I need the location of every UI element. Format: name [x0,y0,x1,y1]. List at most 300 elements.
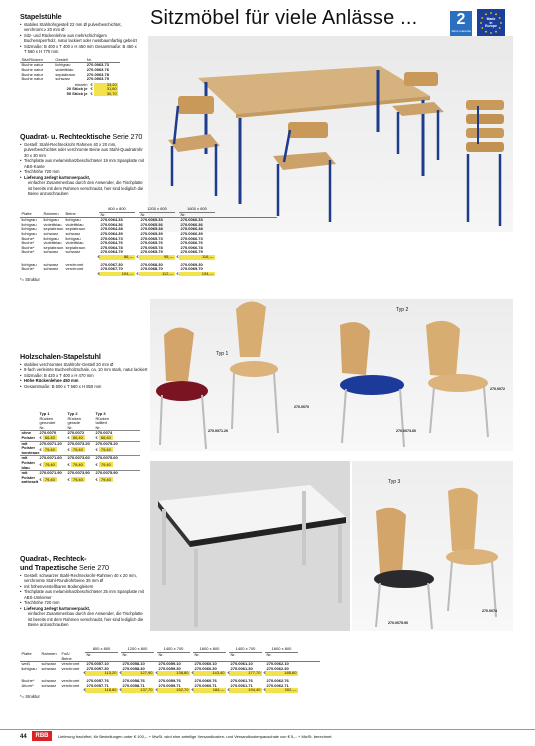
quadrat-table: 800 x 800 1200 x 800 1600 x 800 Platte Rahmen Beine Nr. Nr. Nr. lichtgrau lichtgrau lichtgrau 270.0064.33 270.0065.33 270.0066.33 lichtgrau violettblau violettblau 270.0064.36 270.0065.36 270.0066.36 lichtgrau sepiabraun sepiabraun 270.0064.38 270.0065.38 270.0066.38 lichtgrau schwarz schwarz 270.0064.39 270.0065.39 270.0066.39 Buche* lichtgrau lichtgrau 270.0064.73 270.0065.73 270.0066.73 Buche* violettblau violettblau 270.0064.76 270.0065.76 270.0066.76 Buche* sepiabraun sepiabraun 270.0064.78 270.0065.78 270.0066.78 Buche* schwarz schwarz 270.0064.79 270.0065.79 270.0066.79 € 86,— € 95,— € 116,— lichtgrau schwarz verchromt 270.0067.30 270.0068.30 270.0069.30 Buche* schwarz verchromt 270.0067.70 270.0068.70 270.0069.70 € 104,— € 112,— € 134,— *= Struktur [20,207,277,283]
stapelstuehle-price-table [61,83,118,97]
col-header: Nr. [95,424,101,430]
currency: € [95,447,99,453]
article-number: 270.0065.79 [140,249,163,255]
page-number: 44 [20,734,27,740]
article-number: 270.0064.36 [100,221,123,227]
bullet-item: • Sitz- und Rückenlehne aus mehrschichtigem Buchensperrholz, natur lackiert oder nussbaumfarbig gebeizt [20,33,138,44]
cell: Buche natur [21,71,44,77]
label-270-0074: 270.0074 [482,609,497,613]
col-header: Rahmen [41,651,57,657]
currency: € [83,687,86,693]
table-row [20,684,320,689]
cell: verchromt [61,661,80,667]
article-number: 270.0062.71 [266,682,289,688]
qty-label: 20 Stück je [66,86,88,92]
currency: € [95,462,99,468]
col-header: Beine [65,211,76,217]
article-number: 270.0061.76 [230,678,253,684]
bullet-item: • Tischhöhe 720 mm [20,169,148,174]
cell: lichtgrau [43,235,59,241]
price: 79,40 [100,447,111,453]
price: 118,60 [85,688,118,693]
price: 185,60 [265,671,298,676]
price: 194,40 [229,688,262,693]
cell [122,471,140,479]
price: 79,40 [72,447,83,453]
cell: lichtgrau [21,221,37,227]
article-number: 270.0067.70 [100,266,123,272]
cell: lichtgrau [21,226,37,232]
type-header: Typ 3 Rücken tailliert [95,411,110,426]
currency: € [67,462,71,468]
article-number: 270.0059.30 [158,665,181,671]
col-header: Platte [21,651,32,657]
cell: lichtgrau [65,235,81,241]
label-270-0073-60: 270.0073.60 [396,429,416,433]
article-number: 270.0060.76 [194,678,217,684]
product-photo-square-table [150,461,350,631]
cell: violettblau [43,240,62,246]
price: 79,40 [44,462,55,468]
cell: Buche* [21,244,35,250]
price: 66,40 [72,434,83,440]
article-number: 270.0064.79 [100,249,123,255]
cell: schwarz [41,678,57,684]
cell: sepiabraun [65,244,86,250]
article-number: 270.0066.36 [180,221,203,227]
cell: verchromt [65,261,84,267]
col-header: Nr. [39,424,45,430]
currency: € [90,90,93,96]
currency: € [97,270,100,276]
cell: Ahorn* [21,682,34,688]
bullet-item: • Sitzmaße: B 420 x T 400 x H 470 mm [20,373,150,378]
article-number: 270.0057.71 [86,682,109,688]
size-header: 800 x 800 [85,647,118,652]
bullet-item: • Gestell: schwarzer Stahl-Rechteckrohr-Rahmen 40 x 20 mm, verchromte Stahl-Rundrohrbeine 35 mm Ø [20,573,148,584]
cell: sepiabraun [65,226,86,232]
article-number: 270.0066.33 [180,217,203,223]
currency: € [155,670,158,676]
price-row [20,688,320,693]
cell [40,688,60,693]
table-row [20,667,320,672]
currency: € [95,477,99,483]
label-typ2: Typ 2 [396,307,409,313]
col-header: Nr. [194,651,200,657]
currency: € [95,434,99,440]
qty-label: 50 Stück je [66,90,88,96]
cell: 270.0063.76 [86,66,109,72]
eu-badge-line2: in [489,20,493,25]
price: 137,70 [121,688,154,693]
currency: € [263,687,266,693]
currency: € [119,687,122,693]
col-header: Nr. [140,211,146,217]
variant-label: mit Polster blau [20,456,38,471]
article-number: 270.0071.20 [38,441,66,448]
price: 134,— [179,272,215,277]
footer-text: Lieferung frachtfrei, für Bestellungen unter € 100,-- + MwSt. wird eine anteilige Versandkosten- und Versandkostenpauschale von € 5,-- + MwSt. berechnet. [58,734,333,739]
section-heading-stapelstuehle: Stapelstühle [20,12,62,21]
price: 79,40 [72,477,83,483]
article-number: 270.0057.76 [86,678,109,684]
article-number: 270.0066.73 [180,235,203,241]
col-header: Nr. [230,651,236,657]
col-header: Platte [21,211,32,217]
price: 184,— [193,688,226,693]
article-number: 270.0071.60 [38,456,66,463]
label-270-0075-90: 270.0075.90 [388,621,408,625]
cell: verchromt [61,682,80,688]
cell: Buche* [21,266,35,272]
currency: € [39,434,43,440]
bullet-item: • Lieferung zerlegt kartonverpackt, [20,606,148,611]
price: 116,— [179,255,215,260]
currency: € [67,477,71,483]
article-number: 270.0065.36 [140,221,163,227]
label-typ1: Typ 1 [216,351,229,357]
price: 113,20 [85,671,118,676]
col-header: Nr. [100,211,106,217]
col-header: Nr. [86,56,92,62]
cell: lichtgrau [55,62,71,68]
article-number: 270.0058.10 [122,661,145,667]
variant-label: ohne Polster [20,431,38,441]
section-heading-holzschalen: Holzschalen-Stapelstuhl [20,352,101,361]
article-number: 270.0057.10 [86,661,109,667]
price: 177,70 [229,671,262,676]
guarantee-label: Jahre Garantie [451,29,471,33]
bullet-item: • Sitzmaße: B 400 x T 400 x H 450 mm Gesamtmaße: B 460 x T 560 x H 770 mm [20,44,138,55]
article-number: 270.0068.70 [140,266,163,272]
cell: verchromt [61,665,80,671]
article-number: 270.0071.90 [38,471,66,479]
bullet-item: • Tischhöhe 720 mm [20,600,148,605]
product-photo-wooden-chairs [150,299,513,451]
article-number: 270.0064.39 [100,230,123,236]
col-header: Gestell [55,56,68,62]
cell: Buche* [21,240,35,246]
cell: schwarz [43,266,59,272]
price: 79,40 [72,462,83,468]
holzschalen-table [20,412,140,485]
article-number: 270.0070 [38,431,66,436]
article-number: 270.0067.30 [100,261,123,267]
col-header: Rahmen [43,211,59,217]
article-number: 270.0062.30 [266,665,289,671]
price: 79,40 [100,477,111,483]
article-number: 270.0061.10 [230,661,253,667]
price: 112,— [139,272,175,277]
cell: schwarz [41,682,57,688]
heading-bold: und Trapeztische [20,563,78,572]
cell [122,478,140,485]
article-number: 270.0066.79 [180,249,203,255]
article-number: 270.0065.78 [140,244,163,250]
currency: € [227,687,230,693]
heading-bold: Quadrat- u. Rechtecktische [20,132,111,141]
article-number: 270.0062.10 [266,661,289,667]
col-header: Nr. [158,651,164,657]
currency: € [90,86,93,92]
article-number: 270.0060.30 [194,665,217,671]
product-photo-typ3-chairs [352,461,513,631]
cell: violettblau [65,221,84,227]
article-number: 270.0073.20 [66,441,94,448]
cell: Buche* [21,249,35,255]
currency: € [155,687,158,693]
article-number: 270.0059.10 [158,661,181,667]
cell [122,456,140,463]
article-number: 270.0058.76 [122,678,145,684]
cell: schwarz [41,661,57,667]
cell: violettblau [43,221,62,227]
bullet-item: • stabiles verchromtes Stahlrohr-Gestell 20 mm Ø [20,362,150,367]
cell: verchromt [61,678,80,684]
heading-thin: Serie 270 [112,132,143,141]
cell: lichtgrau [21,665,37,671]
size-header: 1200 x 800 [121,647,154,652]
cell: schwarz [41,665,57,671]
label-270-0071-20: 270.0071.20 [208,429,228,433]
currency: € [191,670,194,676]
article-number: 270.0065.38 [140,226,163,232]
currency: € [227,670,230,676]
bullet-item: • 9-fach verleimte Buchenholzschale, ca. 10 mm stark, natur lackiert [20,367,150,372]
variant-label: mit Polster bordeaux [21,440,40,455]
price: 30,70 [94,92,118,97]
article-number: 270.0064.38 [100,226,123,232]
article-number: 270.0059.76 [158,678,181,684]
eu-badge-line3: Europe [485,24,497,29]
size-header: 1600 x 800 [179,207,215,212]
article-number: 270.0065.76 [140,240,163,246]
cell: 270.0063.73 [86,62,109,68]
cell: Buche natur [21,62,44,68]
cell [122,448,140,455]
cell: verchromt [65,266,84,272]
guarantee-badge [450,11,472,38]
article-number: 270.0066.38 [180,226,203,232]
col-header: Nr. [67,424,73,430]
price: 33,20 [94,83,118,88]
price: 79,40 [44,477,55,483]
cell: lichtgrau [21,261,37,267]
wooden-chairs-illustration [150,299,513,451]
cell: lichtgrau [43,217,59,223]
label-270-0070: 270.0070 [294,405,309,409]
cell: schwarz [43,249,59,255]
size-header: 800 x 800 [99,207,135,212]
cell: schwarz [65,249,81,255]
currency: € [39,462,43,468]
cell: Buche natur [21,76,44,82]
price: 79,40 [44,447,55,453]
cell: Buche natur [21,66,44,72]
square-table-illustration [150,461,350,631]
section-heading-trapez-2 [20,563,148,572]
label-typ3: Typ 3 [388,479,401,485]
trapez-table [20,647,320,699]
cell: lichtgrau [21,217,37,223]
table-row [20,77,120,82]
article-number: 270.0068.30 [140,261,163,267]
price-cell [94,478,122,485]
currency: € [119,670,122,676]
article-number: 270.0062.76 [266,678,289,684]
article-number: 270.0064.73 [100,235,123,241]
bullet-subtext: einfacher Zusammenbau durch den Anwender, die Tischplatte ist bereits mit dem Rahmen verschraubt, hier sind lediglich die Beine anzuschrauben [28,611,144,628]
price: 104,— [99,272,135,277]
article-number: 270.0066.76 [180,240,203,246]
bullet-item: • Lieferung zerlegt kartonverpackt, [20,175,148,180]
bullet-subtext: einfacher Zusammenbau durch den Anwender, die Tischplatte ist bereits mit dem Rahmen verschraubt, hier sind lediglich die Beine anzuschrauben [28,180,144,197]
price: 143,40 [193,671,226,676]
cell: Buche* [21,235,35,241]
section-heading-trapez: Quadrat-, Rechteck- [20,554,87,563]
section-heading-quadrat [20,132,220,141]
price: 202,— [265,688,298,693]
article-number: 270.0061.30 [230,665,253,671]
price: 127,90 [121,671,154,676]
price: 66,40 [100,434,111,440]
bullet-item: • Gesamtmaße: B 500 x T 560 x H 850 mm [20,384,150,389]
cell: lichtgrau [21,230,37,236]
cell: sepiabraun [55,71,76,77]
eu-badge [477,9,505,37]
cell: weiß [21,661,30,667]
article-number: 270.0065.39 [140,230,163,236]
currency: € [39,477,43,483]
price: 152,70 [157,688,190,693]
article-number: 270.0075.60 [94,456,122,463]
cell: schwarz [43,261,59,267]
bullet-item: • Tischplatte aus melaminharzbeschichteter 25 mm Spanplatte mit ABS-Umleimer [20,589,148,600]
size-header: 1200 x 800 [139,207,175,212]
cell: schwarz [55,76,70,82]
cell: schwarz [43,230,59,236]
bullet-item: • Gestell: Stahl-Rechteckrohr Rahmen 40 x 20 mm, pulverbeschichtet oder verchromte Beine aus Stahl-Quadratrohr 30 x 30 mm [20,142,148,158]
bullet-item: • Höhe Rückenlehne 450 mm [20,378,150,383]
price-row [61,92,118,97]
article-number: 270.0064.76 [100,240,123,246]
article-number: 270.0069.70 [180,266,203,272]
article-number: 270.0066.39 [180,230,203,236]
type-header: Typ 1 Rücken gerundet [39,411,56,426]
cell: violettblau [55,66,74,72]
article-number: 270.0059.71 [158,682,181,688]
article-number: 270.0073.90 [66,471,94,479]
article-number: 270.0069.30 [180,261,203,267]
cell [60,688,82,693]
article-number: 270.0058.30 [122,665,145,671]
cell: Buche* [21,678,35,684]
price: 95,— [139,255,175,260]
cell: violettblau [65,240,84,246]
cell: schwarz [65,230,81,236]
article-number: 270.0065.73 [140,235,163,241]
price: 86,— [99,255,135,260]
stapelstuehle-table [20,58,120,82]
cell: lichtgrau [65,217,81,223]
col-header: Nr. [86,651,92,657]
article-number: 270.0060.10 [194,661,217,667]
currency: € [83,670,86,676]
article-number: 270.0058.71 [122,682,145,688]
label-270-0072: 270.0072 [490,387,505,391]
currency: € [67,434,71,440]
article-number: 270.0061.71 [230,682,253,688]
col-header: Nr. [180,211,186,217]
cell: 270.0063.79 [86,76,109,82]
currency: € [67,447,71,453]
bullet-item: • stabiles Stahlrohrgestell 22 mm Ø pulverbeschichtet, verchromt ≥ 20 mm Ø [20,22,138,33]
article-number: 270.0060.71 [194,682,217,688]
currency: € [97,253,100,259]
typ3-chairs-illustration [352,461,513,631]
cell [298,688,320,693]
col-header: Fuß/ Beine [61,651,72,661]
size-header: 1400 x 700 [157,647,190,652]
size-header: 1400 x 700 [229,647,262,652]
article-number: 270.0065.33 [140,217,163,223]
rbb-logo: RBB [32,731,52,741]
article-number: 270.0075.90 [94,471,122,479]
size-header: 1600 x 800 [265,647,298,652]
guarantee-number: 2 [456,11,466,28]
price: 66,40 [44,434,55,440]
currency: € [90,81,93,87]
article-number: 270.0066.78 [180,244,203,250]
article-number: 270.0064.33 [100,217,123,223]
cell: sepiabraun [43,226,64,232]
article-number: 270.0075.20 [94,441,122,448]
type-header: Typ 2 Rücken gerade [67,411,82,426]
currency: € [263,670,266,676]
price-cell [38,478,66,485]
article-number: 270.0057.30 [86,665,109,671]
col-header: Nr. [122,651,128,657]
eu-badge-line1: Made [486,17,496,21]
footnote-struktur: *= Struktur [20,277,40,283]
currency: € [191,687,194,693]
bullet-item: • mit höhenverstellbaren Bodengleitern [20,584,148,589]
page-title: Sitzmöbel für viele Anlässe ... [150,7,418,29]
article-number: 270.0064.78 [100,244,123,250]
article-number: 270.0074 [94,431,122,436]
currency: € [39,447,43,453]
bullet-item: • Tischplatte aus melaminharzbeschichteter 19 mm Spanplatte mit ABS-Kante [20,158,148,169]
price: 79,40 [100,462,111,468]
col-header: Nr. [266,651,272,657]
variant-label: mit Polster anthrazit [21,470,39,485]
article-number: 270.0073.60 [66,456,94,463]
size-header: 1600 x 800 [193,647,226,652]
col-header: Sitz/Rücken [21,56,43,62]
cell [122,441,140,448]
cell [20,688,40,693]
cell [122,463,140,470]
cell: 270.0063.78 [86,71,109,77]
cell: sepiabraun [43,244,64,250]
article-number: 270.0072 [66,431,94,436]
heading-thin: Serie 270 [79,563,109,572]
qty-label: einzeln [74,81,88,87]
price: 31,60 [94,87,118,92]
footnote-struktur: *= Struktur [20,693,40,699]
price-cell [66,478,94,485]
